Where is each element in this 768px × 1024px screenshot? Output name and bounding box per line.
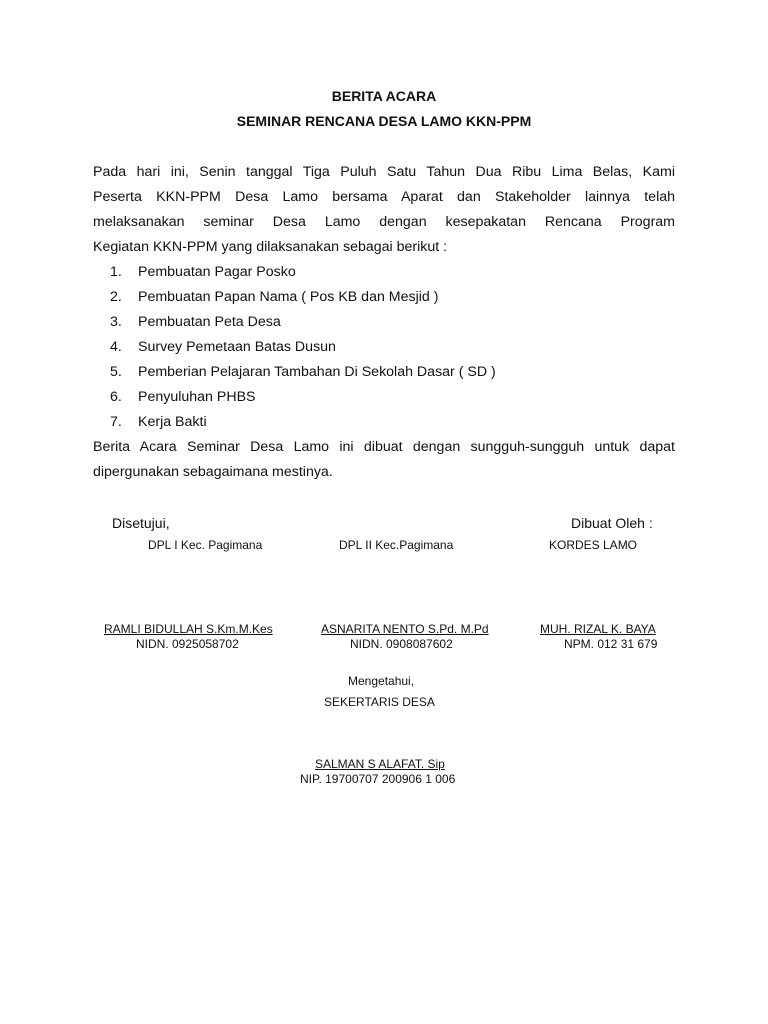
list-item-text: Pembuatan Pagar Posko: [138, 264, 296, 280]
intro-line: melaksanakan seminar Desa Lamo dengan kesepakatan Rencana Program: [93, 214, 675, 230]
list-item: [110, 385, 496, 410]
list-item-number: 2.: [110, 289, 122, 305]
list-item-text: Pemberian Pelajaran Tambahan Di Sekolah Dasar ( SD ): [138, 364, 496, 380]
dpl2-id: NIDN. 0908087602: [350, 637, 453, 651]
closing-paragraph: [93, 435, 675, 485]
dpl1-name: RAMLI BIDULLAH S.Km.M.Kes: [104, 622, 273, 636]
document-subtitle: SEMINAR RENCANA DESA LAMO KKN-PPM: [236, 113, 532, 129]
secretary-name: SALMAN S ALAFAT. Sip: [315, 757, 445, 771]
kordes-name: MUH. RIZAL K. BAYA: [540, 622, 656, 636]
list-item-text: Survey Pemetaan Batas Dusun: [138, 339, 336, 355]
list-item-text: Pembuatan Peta Desa: [138, 314, 281, 330]
closing-line: Berita Acara Seminar Desa Lamo ini dibuat dengan sungguh-sungguh untuk dapat: [93, 439, 675, 455]
intro-line: Peserta KKN-PPM Desa Lamo bersama Aparat dan Stakeholder lainnya telah: [93, 189, 675, 205]
intro-line: Pada hari ini, Senin tanggal Tiga Puluh Satu Tahun Dua Ribu Lima Belas, Kami: [93, 164, 675, 180]
dpl2-name: ASNARITA NENTO S.Pd. M.Pd: [321, 622, 489, 636]
list-item: [110, 360, 496, 385]
dpl1-id: NIDN. 0925058702: [136, 637, 239, 651]
secretary-id: NIP. 19700707 200906 1 006: [300, 772, 456, 786]
list-item-text: Penyuluhan PHBS: [138, 389, 256, 405]
intro-paragraph: [93, 160, 675, 260]
document-title: BERITA ACARA: [331, 88, 437, 104]
list-item-number: 4.: [110, 339, 122, 355]
list-item-number: 6.: [110, 389, 122, 405]
acknowledged-label: Mengetahui,: [348, 674, 415, 688]
made-by-label: Dibuat Oleh :: [571, 515, 653, 531]
list-item-number: 7.: [110, 414, 122, 430]
list-item: [110, 310, 496, 335]
kordes-id: NPM. 012 31 679: [564, 637, 658, 651]
list-item-text: Kerja Bakti: [138, 414, 207, 430]
program-list: [110, 260, 496, 435]
dpl1-role: DPL I Kec. Pagimana: [148, 538, 263, 552]
intro-line: Kegiatan KKN-PPM yang dilaksanakan sebagai berikut :: [93, 239, 448, 255]
kordes-role: KORDES LAMO: [549, 538, 638, 552]
list-item: [110, 335, 496, 360]
secretary-role: SEKERTARIS DESA: [324, 695, 435, 709]
dpl2-role: DPL II Kec.Pagimana: [339, 538, 454, 552]
list-item-text: Pembuatan Papan Nama ( Pos KB dan Mesjid ): [138, 289, 439, 305]
approved-label: Disetujui,: [112, 515, 170, 531]
list-item: [110, 410, 496, 435]
list-item: [110, 260, 496, 285]
closing-line: dipergunakan sebagaimana mestinya.: [93, 464, 333, 480]
list-item-number: 5.: [110, 364, 122, 380]
list-item: [110, 285, 496, 310]
list-item-number: 3.: [110, 314, 122, 330]
list-item-number: 1.: [110, 264, 122, 280]
